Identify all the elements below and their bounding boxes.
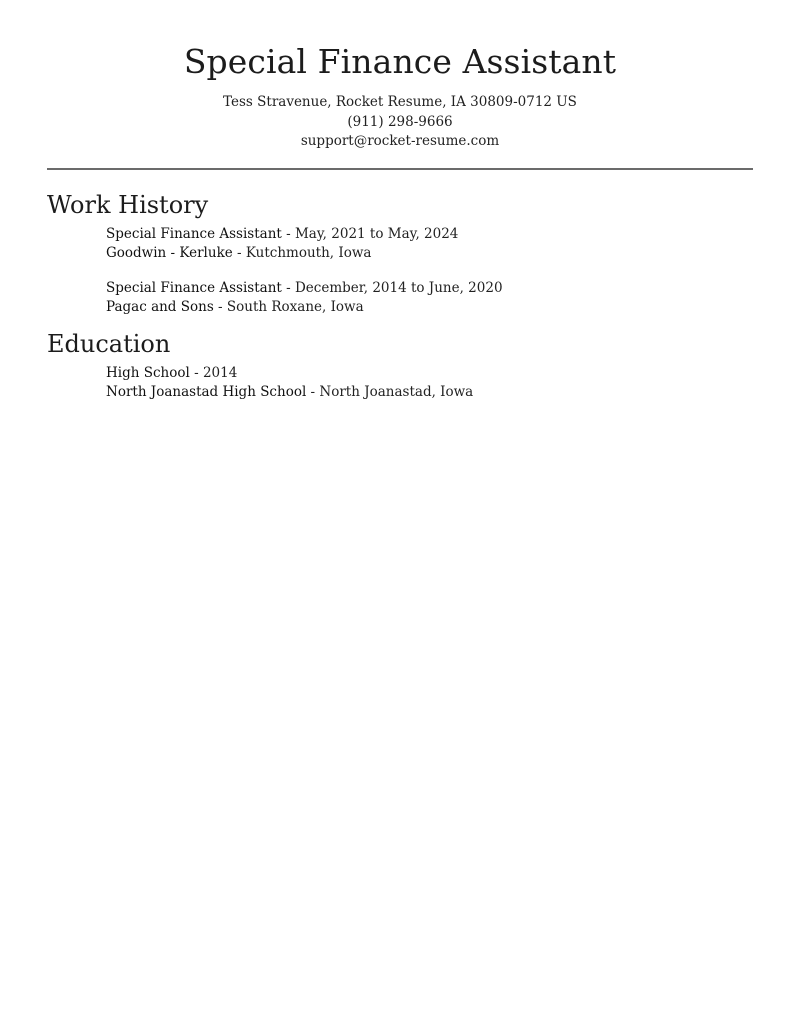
job-position: Special Finance Assistant xyxy=(106,225,282,242)
education-entry-school xyxy=(106,383,753,402)
school-location: - North Joanastad, Iowa xyxy=(306,383,474,400)
job-dates: - December, 2014 to June, 2020 xyxy=(281,279,503,296)
work-entry xyxy=(106,225,753,263)
degree: High School xyxy=(106,364,190,381)
job-position: Special Finance Assistant xyxy=(106,279,282,296)
resume-header xyxy=(47,0,753,152)
education-entries xyxy=(106,364,753,402)
work-entry-employer xyxy=(106,298,753,317)
resume-page xyxy=(47,0,753,402)
candidate-name: Special Finance Assistant xyxy=(183,42,617,81)
contact-info xyxy=(47,93,753,152)
section-title-education: Education xyxy=(47,329,171,358)
work-history-section xyxy=(47,190,753,317)
work-history-entries xyxy=(106,225,753,317)
work-entry xyxy=(106,279,753,317)
education-entry xyxy=(106,364,753,402)
graduation-year: - 2014 xyxy=(189,364,238,381)
phone: (911) 298-9666 xyxy=(347,113,453,130)
education-entry-heading xyxy=(106,364,753,383)
work-entry-heading xyxy=(106,225,753,244)
company-name: Goodwin - Kerluke xyxy=(106,244,233,261)
job-dates: - May, 2021 to May, 2024 xyxy=(281,225,459,242)
company-location: - South Roxane, Iowa xyxy=(213,298,364,315)
header-divider xyxy=(47,168,753,170)
address: Tess Stravenue, Rocket Resume, IA 30809-0712 US xyxy=(223,94,577,110)
company-location: - Kutchmouth, Iowa xyxy=(232,244,372,261)
email: support@rocket-resume.com xyxy=(300,133,500,149)
work-entry-employer xyxy=(106,244,753,263)
company-name: Pagac and Sons xyxy=(106,298,214,315)
education-section xyxy=(47,329,753,402)
section-title-work-history: Work History xyxy=(47,190,209,219)
work-entry-heading xyxy=(106,279,753,298)
school-name: North Joanastad High School xyxy=(106,383,307,400)
